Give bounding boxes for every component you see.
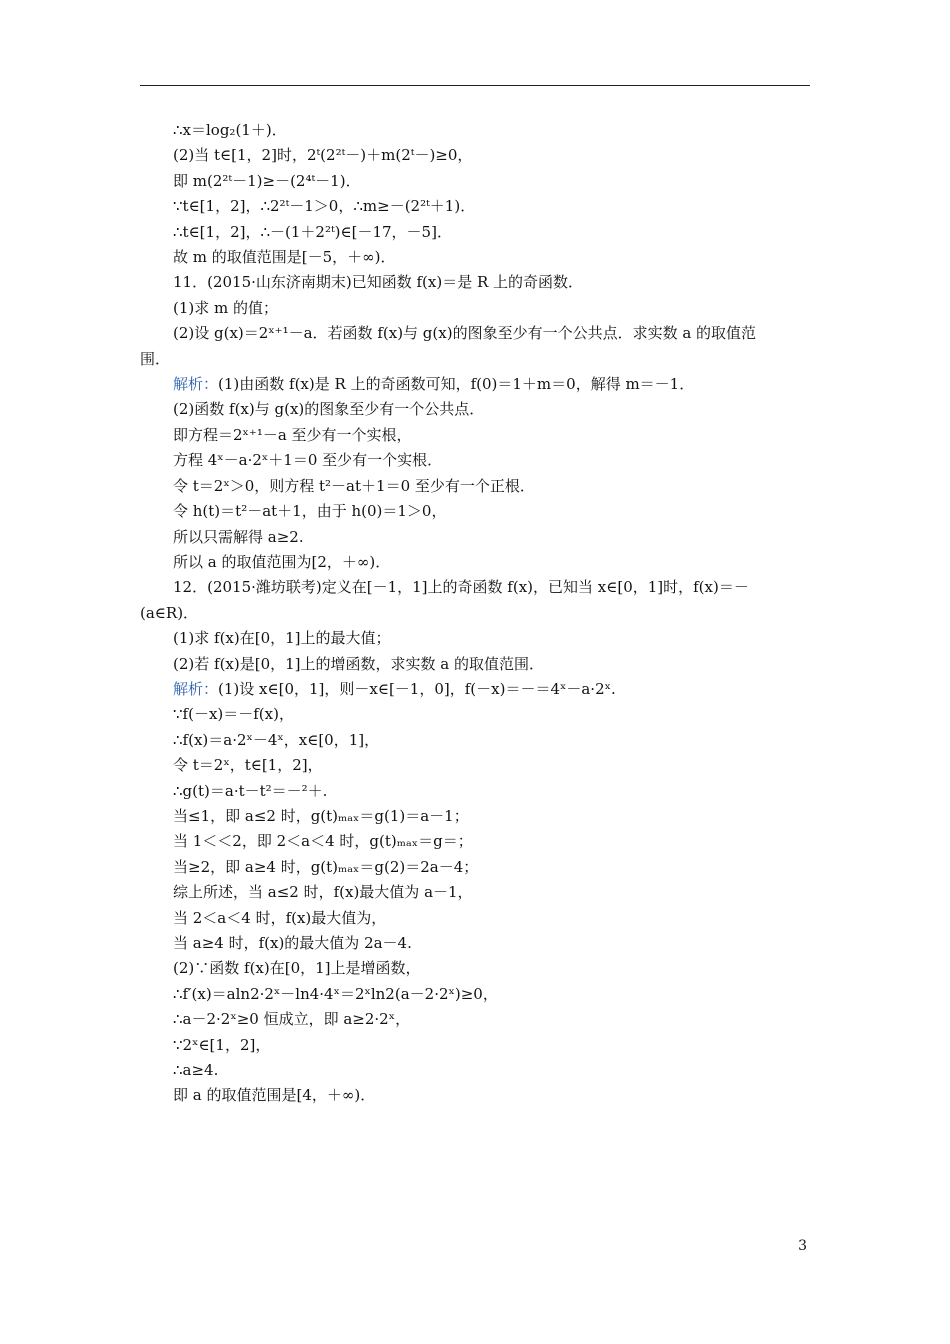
text-line — [140, 245, 815, 270]
line-text: (2)当 t∈[1，2]时，2ᵗ(2²ᵗ－)＋m(2ᵗ－)≥0， — [173, 146, 473, 165]
header-rule — [140, 85, 810, 86]
line-text: 综上所述，当 a≤2 时，f(x)最大值为 a－1， — [173, 883, 473, 902]
text-line — [140, 220, 815, 245]
text-line — [140, 804, 815, 829]
text-line — [140, 652, 815, 677]
line-text: ∴a－2·2ˣ≥0 恒成立，即 a≥2·2ˣ， — [173, 1010, 411, 1029]
line-text: 当≥2，即 a≥4 时，g(t)ₘₐₓ＝g(2)＝2a－4； — [173, 857, 479, 876]
text-line — [140, 626, 815, 651]
text-line — [140, 550, 815, 575]
line-text: (1)由函数 f(x)是 R 上的奇函数可知，f(0)＝1＋m＝0，解得 m＝－1． — [218, 375, 695, 394]
line-text: 即方程＝2ˣ⁺¹－a 至少有一个实根， — [173, 425, 412, 444]
text-line — [140, 575, 815, 600]
line-text: (1)求 f(x)在[0，1]上的最大值； — [173, 629, 391, 648]
line-text: 12．(2015·潍坊联考)定义在[－1，1]上的奇函数 f(x)，已知当 x∈[0，1]时，f(x)＝－ — [173, 578, 749, 597]
text-line — [140, 753, 815, 778]
line-text: 当 2＜a＜4 时，f(x)最大值为， — [173, 908, 387, 927]
line-text: 即 m(2²ᵗ－1)≥－(2⁴ᵗ－1)． — [173, 171, 361, 190]
text-line — [140, 906, 815, 931]
text-line — [140, 118, 815, 143]
text-line — [140, 982, 815, 1007]
line-text: (2)函数 f(x)与 g(x)的图象至少有一个公共点． — [173, 400, 485, 419]
text-line — [140, 1033, 815, 1058]
text-line — [140, 1007, 815, 1032]
line-text: (2)∵函数 f(x)在[0，1]上是增函数， — [173, 959, 421, 978]
line-text: 当≤1，即 a≤2 时，g(t)ₘₐₓ＝g(1)＝a－1； — [173, 806, 469, 825]
text-line — [140, 1083, 815, 1108]
line-text: 当 1＜＜2，即 2＜a＜4 时，g(t)ₘₐₓ＝g＝； — [173, 832, 473, 851]
text-line — [140, 372, 815, 397]
line-text: 故 m 的取值范围是[－5，＋∞)． — [173, 248, 396, 267]
text-line — [140, 525, 815, 550]
text-line — [140, 499, 815, 524]
line-text: 即 a 的取值范围是[4，＋∞)． — [173, 1086, 376, 1105]
line-text: 所以只需解得 a≥2. — [173, 527, 304, 546]
line-text: ∵2ˣ∈[1，2]， — [173, 1035, 271, 1054]
line-text: ∴g(t)＝a·t－t²＝－²＋. — [173, 781, 328, 800]
text-line — [140, 779, 815, 804]
text-line — [140, 829, 815, 854]
line-text: 围． — [140, 349, 171, 368]
line-text: 令 t＝2ˣ，t∈[1，2]， — [173, 756, 323, 775]
text-line — [140, 169, 815, 194]
line-text: 所以 a 的取值范围为[2，＋∞)． — [173, 552, 391, 571]
text-line — [140, 143, 815, 168]
text-line — [140, 702, 815, 727]
line-text: ∴a≥4. — [173, 1061, 219, 1080]
text-line — [140, 931, 815, 956]
line-text: 当 a≥4 时，f(x)的最大值为 2a－4. — [173, 934, 412, 952]
text-line — [140, 1058, 815, 1083]
text-line — [140, 956, 815, 981]
line-text: (a∈R)． — [140, 603, 199, 622]
text-line — [140, 397, 815, 422]
line-text: 令 h(t)＝t²－at＋1，由于 h(0)＝1＞0， — [173, 502, 447, 521]
line-text: (2)设 g(x)＝2ˣ⁺¹－a．若函数 f(x)与 g(x)的图象至少有一个公共点．求实数 a 的取值范 — [173, 324, 757, 343]
line-text: ∴t∈[1，2]，∴－(1＋2²ᵗ)∈[－17，－5]． — [173, 222, 452, 241]
line-text: (1)求 m 的值； — [173, 298, 279, 317]
solution-label: 解析： — [173, 679, 219, 698]
text-line — [140, 728, 815, 753]
text-line — [140, 423, 815, 448]
document-body — [140, 118, 815, 1109]
page-number: 3 — [798, 1238, 807, 1254]
line-text: ∴x＝log₂(1＋)． — [173, 121, 287, 139]
line-text: 令 t＝2ˣ＞0，则方程 t²－at＋1＝0 至少有一个正根． — [173, 476, 535, 495]
line-text: 方程 4ˣ－a·2ˣ＋1＝0 至少有一个实根． — [173, 451, 443, 470]
line-text: ∴f′(x)＝aln2·2ˣ－ln4·4ˣ＝2ˣln2(a－2·2ˣ)≥0， — [173, 984, 498, 1003]
solution-label: 解析： — [173, 375, 219, 394]
text-line — [140, 677, 815, 702]
text-line — [140, 296, 815, 321]
text-line — [140, 601, 815, 626]
text-line — [140, 855, 815, 880]
text-line — [140, 474, 815, 499]
line-text: ∵f(－x)＝－f(x)， — [173, 705, 294, 724]
text-line — [140, 321, 815, 346]
line-text: (1)设 x∈[0，1]，则－x∈[－1，0]，f(－x)＝－＝4ˣ－a·2ˣ. — [218, 679, 616, 698]
line-text: 11．(2015·山东济南期末)已知函数 f(x)＝是 R 上的奇函数． — [173, 273, 584, 292]
line-text: ∴f(x)＝a·2ˣ－4ˣ，x∈[0，1]， — [173, 730, 380, 749]
line-text: (2)若 f(x)是[0，1]上的增函数，求实数 a 的取值范围． — [173, 654, 545, 673]
text-line — [140, 194, 815, 219]
text-line — [140, 448, 815, 473]
text-line — [140, 270, 815, 295]
line-text: ∵t∈[1，2]，∴2²ᵗ－1＞0，∴m≥－(2²ᵗ＋1)． — [173, 197, 476, 216]
text-line — [140, 880, 815, 905]
text-line — [140, 347, 815, 372]
